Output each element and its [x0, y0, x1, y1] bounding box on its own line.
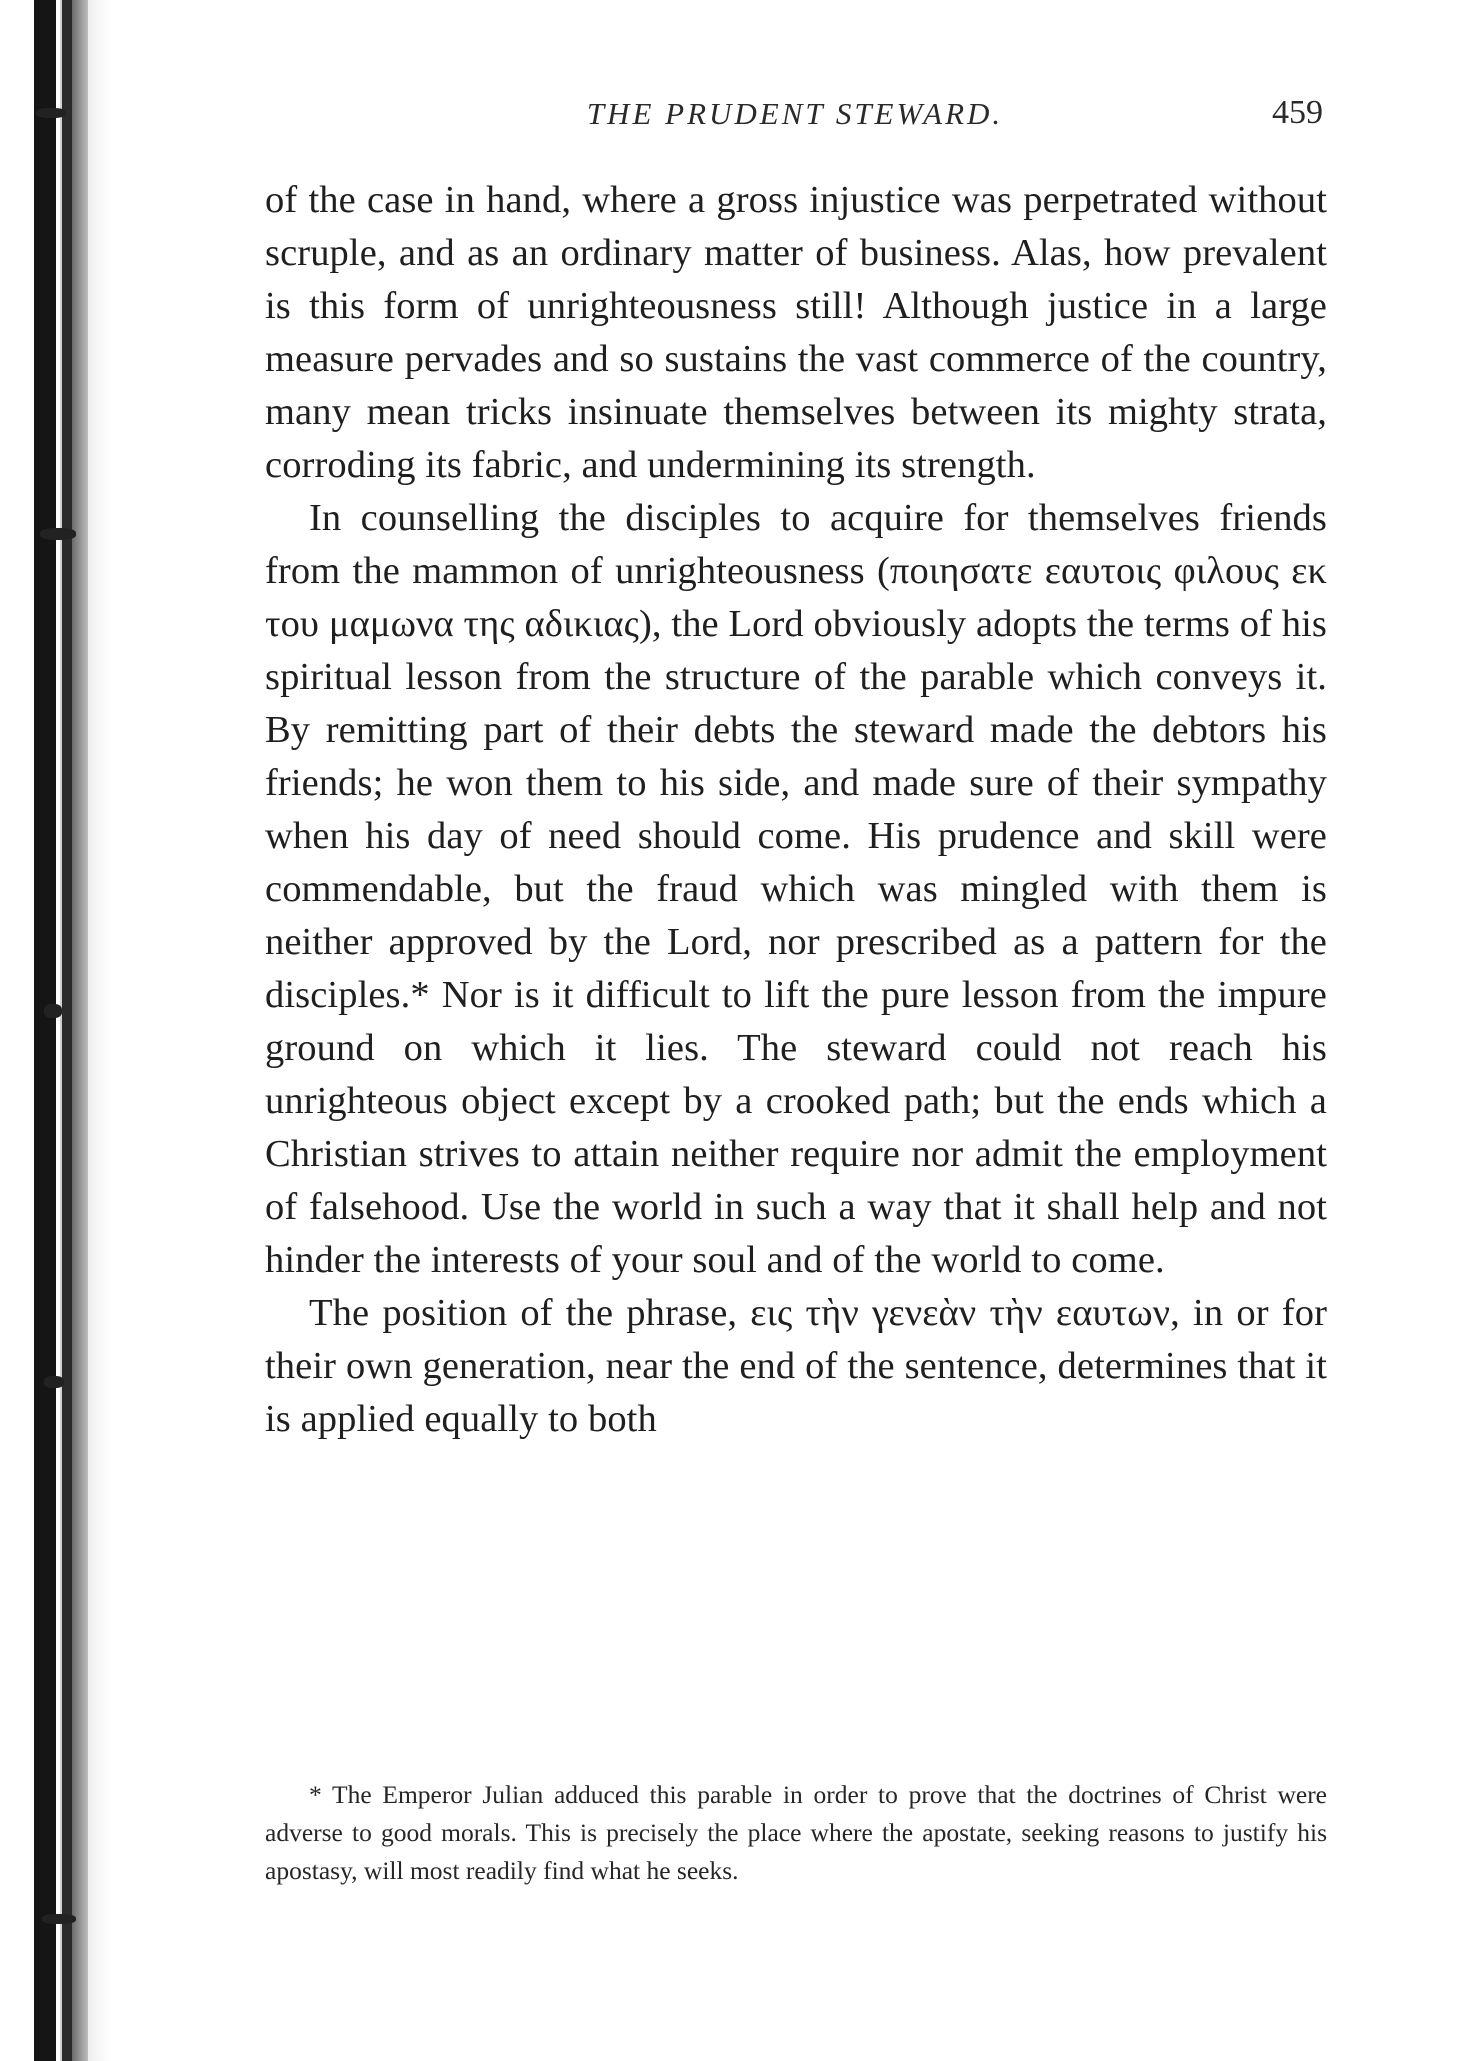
page-header	[265, 96, 1325, 146]
body-text	[265, 174, 1327, 1446]
page-number: 459	[1272, 94, 1323, 131]
paragraph: The position of the phrase, εις τὴν γενεὰν τὴν εαυτων, in or for their own generation, near the end of the sentence, determines that it is applied equally to both	[265, 1292, 1327, 1440]
binding-gray-strip	[72, 0, 88, 2061]
binding-mark	[44, 1376, 64, 1388]
binding-mark	[36, 108, 66, 118]
binding-dark-strip	[34, 0, 56, 2061]
binding-mark	[40, 528, 76, 540]
footnote: * The Emperor Julian adduced this parable in order to prove that the doctrines of Christ were adverse to good morals. This is precisely the place where the apostate, seeking reasons to justify his apostasy, will most readily find what he seeks.	[265, 1780, 1327, 1885]
running-title: THE PRUDENT STEWARD.	[586, 96, 1004, 131]
paragraph: In counselling the disciples to acquire for themselves friends from the mammon of unrighteousness (ποιησατε εαυτοις φιλους εκ του μαμωνα της αδικιας), the Lord obviously adopts the terms of his spiritual lesson from the structure of the parable which conveys it. By remitting part of their debts the steward made the debtors his friends; he won them to his side, and made sure of their sympathy when his day of need should come. His prudence and skill were commendable, but the fraud which was mingled with them is neither approved by the Lord, nor prescribed as a pattern for the disciples.* Nor is it difficult to lift the pure lesson from the impure ground on which it lies. The steward could not reach his unrighteous object except by a crooked path; but the ends which a Christian strives to attain neither require nor admit the employment of falsehood. Use the world in such a way that it shall help and not hinder the interests of your soul and of the world to come.	[265, 497, 1327, 1281]
binding-mark	[42, 1914, 76, 1924]
binding-mark	[44, 1004, 62, 1018]
book-binding-edge	[0, 0, 110, 2061]
paragraph-continued: of the case in hand, where a gross injustice was perpetrated without scruple, and as an ordinary matter of business. Alas, how prevalent is this form of unrighteousness still! Although justice in a large measure pervades and so sustains the vast commerce of the country, many mean tricks insinuate themselves between its mighty strata, corroding its fabric, and undermining its strength.	[265, 179, 1327, 486]
